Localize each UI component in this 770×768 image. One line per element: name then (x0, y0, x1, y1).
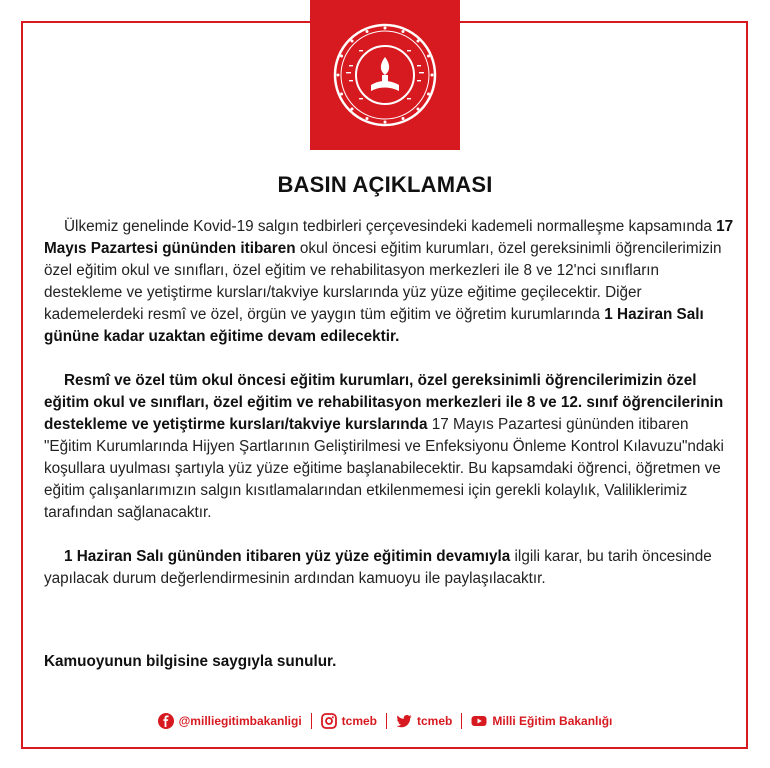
page-title: BASIN AÇIKLAMASI (277, 172, 493, 197)
facebook-link[interactable] (158, 713, 302, 729)
press-release-body (44, 216, 734, 612)
youtube-label: Milli Eğitim Bakanlığı (492, 714, 613, 728)
twitter-label: tcmeb (417, 714, 453, 728)
youtube-link[interactable] (471, 713, 612, 729)
instagram-label: tcmeb (341, 714, 378, 728)
paragraph-1: Ülkemiz genelinde Kovid-19 salgın tedbirleri çerçevesindeki kademeli normalleşme kapsamında 17 Mayıs Pazartesi gününden itibaren okul öncesi eğitim kurumları, özel gereksinimli öğrencilerimizin özel eğitim okul ve sınıfları, özel eğitim ve rehabilitasyon merkezleri ile 8 ve 12'nci sınıfların destekleme ve yetiştirme kursları/takviye kurslarında yüz yüze eğitime geçilecektir. Diğer kademelerdeki resmî ve özel, örgün ve yaygın tüm eğitim ve öğretim kurumlarında 1 Haziran Salı gününe kadar uzaktan eğitime devam edilecektir. (44, 218, 734, 345)
instagram-icon (321, 713, 337, 729)
paragraph-2: Resmî ve özel tüm okul öncesi eğitim kurumları, özel gereksinimli öğrencilerimizin özel eğitim okul ve sınıfları, özel eğitim ve rehabilitasyon merkezleri ile 8 ve 12. sınıf öğrencilerinin destekleme ve yetiştirme kursları/takviye kurslarında 17 Mayıs Pazartesi gününden itibaren "Eğitim Kurumlarında Hijyen Şartlarının Geliştirilmesi ve Enfeksiyonu Önleme Kontrol Kılavuzu"ndaki koşullara uyulması şartıyla yüz yüze eğitime başlanabilecektir. Bu kapsamdaki öğrenci, öğretmen ve eğitim çalışanlarımızın salgın kısıtlamalarından etkilenmemesi için gerekli kolaylık, Valiliklerimiz tarafından sağlanacaktır. (44, 372, 724, 521)
footer-divider (311, 713, 312, 729)
closing-statement: Kamuoyunun bilgisine saygıyla sunulur. (44, 653, 337, 670)
paragraph-3: 1 Haziran Salı gününden itibaren yüz yüze eğitimin devamıyla ilgili karar, bu tarih öncesinde yapılacak durum değerlendirmesinin ardından kamuoyu ile paylaşılacaktır. (44, 548, 712, 587)
social-footer (0, 713, 770, 729)
twitter-icon (396, 713, 412, 729)
ministry-emblem-icon (329, 19, 441, 131)
instagram-link[interactable] (321, 713, 377, 729)
twitter-link[interactable] (396, 713, 452, 729)
facebook-icon (158, 713, 174, 729)
footer-divider (461, 713, 462, 729)
footer-divider (386, 713, 387, 729)
youtube-icon (471, 713, 487, 729)
facebook-label: @milliegitimbakanligi (178, 714, 302, 728)
header-emblem-panel (310, 0, 460, 150)
